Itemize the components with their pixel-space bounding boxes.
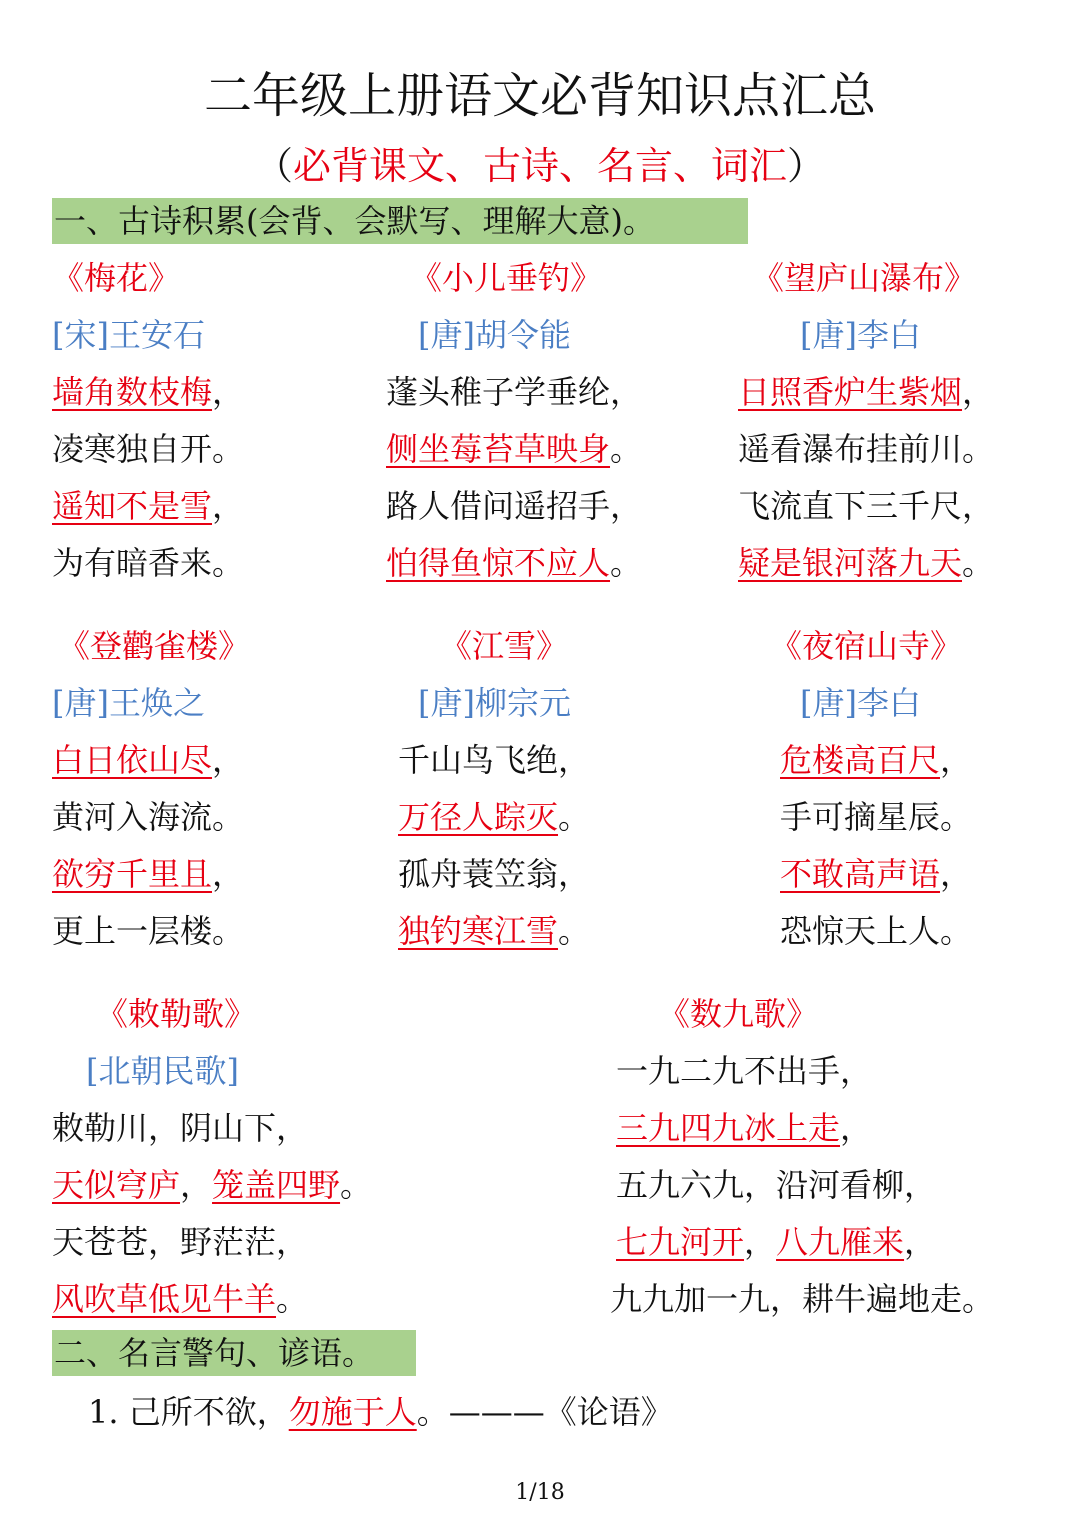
blank-answer: 墙角数枝梅: [52, 373, 213, 411]
subtitle-text: 必背课文、古诗、名言、词汇: [292, 144, 787, 188]
punct: ，: [962, 373, 995, 411]
poem-line-xiaoer-4: [386, 541, 642, 585]
page-title: 二年级上册语文必背知识点汇总: [203, 68, 876, 124]
blank-answer: 独钓寒江雪: [398, 912, 559, 950]
poem-line-meihua-1: [52, 370, 244, 414]
punct: ，: [212, 855, 245, 893]
poem-title-xiaoer: 《小儿垂钓》: [410, 259, 603, 297]
poem-line-chile-2: [52, 1163, 372, 1207]
poem-line-xiaoer-2: [386, 427, 642, 471]
punct: ，: [904, 1223, 937, 1261]
poem-title-shujiu: 《数九歌》: [658, 995, 819, 1033]
blank-answer: 欲穷千里且: [52, 855, 213, 893]
poem-line-meihua-3: [52, 484, 244, 528]
poem-line-jiangxue-4: [398, 909, 590, 953]
poem-line-chile-4: [52, 1277, 308, 1321]
subtitle-close-paren: ）: [787, 144, 826, 188]
poem-line-meihua-2: 凌寒独自开。: [52, 430, 245, 468]
poem-line-jiangxue-2: [398, 795, 590, 839]
punct: 。: [340, 1166, 373, 1204]
poem-author-xiaoer: [唐]胡令能: [418, 316, 571, 354]
poem-line-shujiu-5: 九九加一九，耕牛遍地走。: [610, 1280, 995, 1318]
poem-line-shujiu-1: 一九二九不出手，: [616, 1052, 873, 1090]
punct: ，: [180, 1166, 213, 1204]
poem-line-jiangxue-3: 孤舟蓑笠翁，: [398, 855, 591, 893]
blank-answer: 天似穹庐: [52, 1166, 181, 1204]
poem-line-shujiu-2: [616, 1106, 872, 1150]
poem-line-yesu-2: 手可摘星辰。: [780, 798, 973, 836]
section-heading-quotes: 二、名言警句、谚语。: [52, 1330, 416, 1376]
poem-line-denghe-4: 更上一层楼。: [52, 912, 245, 950]
poem-author-jiangxue: [唐]柳宗元: [418, 684, 571, 722]
poem-author-denghe: [唐]王焕之: [52, 684, 205, 722]
punct: 。: [962, 544, 995, 582]
poem-title-wanglu: 《望庐山瀑布》: [752, 259, 977, 297]
blank-answer: 笼盖四野: [212, 1166, 341, 1204]
blank-answer: 勿施于人: [288, 1393, 417, 1431]
punct: ，: [212, 741, 245, 779]
poem-line-yesu-4: 恐惊天上人。: [780, 912, 973, 950]
quote-item-1: [88, 1390, 673, 1434]
blank-answer: 风吹草低见牛羊: [52, 1280, 277, 1318]
poem-line-wanglu-4: [738, 541, 994, 585]
punct: ，: [744, 1223, 777, 1261]
blank-answer: 八九雁来: [776, 1223, 905, 1261]
punct: 。: [276, 1280, 309, 1318]
poem-author-meihua: [宋]王安石: [52, 316, 205, 354]
quote-source: 。———《论语》: [416, 1393, 673, 1431]
blank-answer: 怕得鱼惊不应人: [386, 544, 611, 582]
poem-line-yesu-1: [780, 738, 972, 782]
punct: ，: [212, 487, 245, 525]
section-heading-poems: 一、古诗积累(会背、会默写、理解大意)。: [52, 198, 748, 244]
poem-title-denghe: 《登鹳雀楼》: [58, 627, 251, 665]
punct: ，: [940, 855, 973, 893]
page-subtitle: [0, 140, 1080, 192]
quote-text: 1. 己所不欲，: [88, 1393, 289, 1431]
poem-line-denghe-2: 黄河入海流。: [52, 798, 245, 836]
blank-answer: 三九四九冰上走: [616, 1109, 841, 1147]
poem-line-denghe-1: [52, 738, 244, 782]
poem-line-chile-3: 天苍苍，野茫茫，: [52, 1223, 309, 1261]
poem-line-wanglu-1: [738, 370, 994, 414]
punct: 。: [610, 430, 643, 468]
poem-line-wanglu-3: 飞流直下三千尺，: [738, 487, 995, 525]
blank-answer: 日照香炉生紫烟: [738, 373, 963, 411]
blank-answer: 疑是银河落九天: [738, 544, 963, 582]
subtitle-open-paren: （: [254, 144, 293, 188]
blank-answer: 七九河开: [616, 1223, 745, 1261]
poem-line-jiangxue-1: 千山鸟飞绝，: [398, 741, 591, 779]
poem-line-yesu-3: [780, 852, 972, 896]
blank-answer: 侧坐莓苔草映身: [386, 430, 611, 468]
punct: ，: [940, 741, 973, 779]
punct: 。: [558, 798, 591, 836]
poem-title-yesu: 《夜宿山寺》: [770, 627, 963, 665]
poem-title-chile: 《敕勒歌》: [96, 995, 257, 1033]
punct: 。: [558, 912, 591, 950]
poem-author-chile: [北朝民歌]: [86, 1052, 239, 1090]
punct: ，: [212, 373, 245, 411]
poem-line-meihua-4: 为有暗香来。: [52, 544, 245, 582]
poem-title-jiangxue: 《江雪》: [440, 627, 569, 665]
poem-title-meihua: 《梅花》: [52, 259, 181, 297]
poem-author-yesu: [唐]李白: [800, 684, 921, 722]
blank-answer: 遥知不是雪: [52, 487, 213, 525]
poem-line-shujiu-3: 五九六九，沿河看柳，: [616, 1166, 937, 1204]
poem-line-denghe-3: [52, 852, 244, 896]
punct: ，: [840, 1109, 873, 1147]
blank-answer: 危楼高百尺: [780, 741, 941, 779]
poem-line-chile-1: 敕勒川，阴山下，: [52, 1109, 309, 1147]
blank-answer: 万径人踪灭: [398, 798, 559, 836]
blank-answer: 白日依山尽: [52, 741, 213, 779]
page-number: 1/18: [515, 1480, 565, 1505]
poem-line-xiaoer-3: 路人借问遥招手，: [386, 487, 643, 525]
punct: 。: [610, 544, 643, 582]
poem-author-wanglu: [唐]李白: [800, 316, 921, 354]
poem-line-wanglu-2: 遥看瀑布挂前川。: [738, 430, 995, 468]
blank-answer: 不敢高声语: [780, 855, 941, 893]
poem-line-shujiu-4: [616, 1220, 936, 1264]
poem-line-xiaoer-1: 蓬头稚子学垂纶，: [386, 373, 643, 411]
